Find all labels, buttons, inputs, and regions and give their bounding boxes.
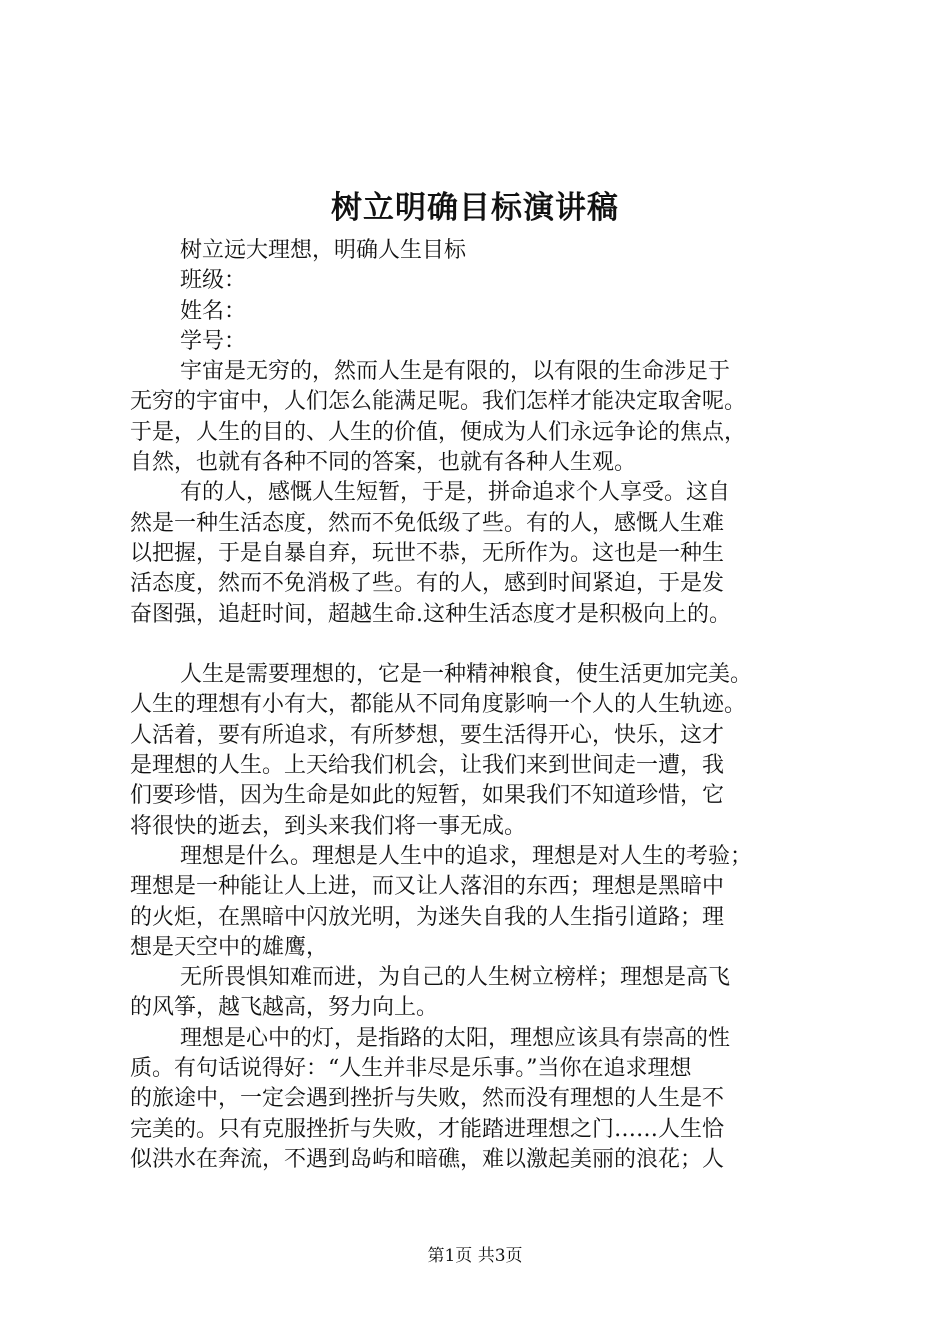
paragraph-line: 自然，也就有各种不同的答案，也就有各种人生观。 xyxy=(130,450,637,476)
paragraph-line: 是理想的人生。上天给我们机会，让我们来到世间走一遭，我 xyxy=(130,753,725,779)
paragraph-line: 人生的理想有小有大，都能从不同角度影响一个人的人生轨迹。 xyxy=(130,692,747,718)
paragraph-line: 的旅途中，一定会遇到挫折与失败，然而没有理想的人生是不 xyxy=(130,1086,725,1112)
page-footer: 第1页 共3页 xyxy=(427,1246,523,1266)
paragraph-line: 宇宙是无穷的，然而人生是有限的，以有限的生命涉足于 xyxy=(180,359,731,385)
paragraph-line: 活态度，然而不免消极了些。有的人，感到时间紧迫，于是发 xyxy=(130,571,725,597)
paragraph-line: 无所畏惧知难而进，为自己的人生树立榜样；理想是高飞 xyxy=(180,965,731,991)
paragraph-line: 有的人，感慨人生短暂，于是，拼命追求个人享受。这自 xyxy=(180,480,731,506)
paragraph-4 xyxy=(130,842,830,963)
paragraph-line: 无穷的宇宙中，人们怎么能满足呢。我们怎样才能决定取舍呢。 xyxy=(130,389,747,415)
paragraph-line: 想是天空中的雄鹰， xyxy=(130,934,329,960)
paragraph-line: 完美的。只有克服挫折与失败，才能踏进理想之门……人生恰 xyxy=(130,1116,725,1142)
paragraph-line: 理想是什么。理想是人生中的追求，理想是对人生的考验； xyxy=(180,843,753,869)
document-body xyxy=(130,236,830,1175)
paragraph-5 xyxy=(130,963,830,1024)
paragraph-1 xyxy=(130,357,830,478)
paragraph-line: 理想是心中的灯，是指路的太阳，理想应该具有崇高的性 xyxy=(180,1025,731,1051)
page-title: 树立明确目标演讲稿 xyxy=(331,190,619,226)
paragraph-line: 质。有句话说得好：“人生并非尽是乐事。”当你在追求理想 xyxy=(130,1056,692,1082)
class-field-label: 班级： xyxy=(180,268,247,294)
student-id-field-label: 学号： xyxy=(180,328,247,354)
paragraph-line: 奋图强，追赶时间，超越生命.这种生活态度才是积极向上的。 xyxy=(130,601,731,627)
paragraph-3 xyxy=(130,660,830,842)
paragraph-line: 的火炬，在黑暗中闪放光明，为迷失自我的人生指引道路；理 xyxy=(130,904,725,930)
paragraph-line: 的风筝，越飞越高，努力向上。 xyxy=(130,995,439,1021)
blank-line xyxy=(130,630,830,660)
paragraph-2 xyxy=(130,478,830,629)
paragraph-line: 人生是需要理想的，它是一种精神粮食，使生活更加完美。 xyxy=(180,662,753,688)
paragraph-line: 们要珍惜，因为生命是如此的短暂，如果我们不知道珍惜，它 xyxy=(130,783,725,809)
paragraph-6 xyxy=(130,1024,830,1175)
paragraph-line: 似洪水在奔流，不遇到岛屿和暗礁，难以激起美丽的浪花；人 xyxy=(130,1146,725,1172)
paragraph-line: 以把握，于是自暴自弃，玩世不恭，无所作为。这也是一种生 xyxy=(130,540,725,566)
paragraph-line: 将很快的逝去，到头来我们将一事无成。 xyxy=(130,813,527,839)
paragraph-line: 理想是一种能让人上进，而又让人落泪的东西；理想是黑暗中 xyxy=(130,874,725,900)
paragraph-line: 人活着，要有所追求，有所梦想，要生活得开心，快乐，这才 xyxy=(130,722,725,748)
paragraph-line: 然是一种生活态度，然而不免低级了些。有的人，感慨人生难 xyxy=(130,510,725,536)
subtitle-line: 树立远大理想，明确人生目标 xyxy=(180,238,467,263)
paragraph-line: 于是，人生的目的、人生的价值，便成为人们永远争论的焦点， xyxy=(130,419,747,445)
name-field-label: 姓名： xyxy=(180,298,247,324)
